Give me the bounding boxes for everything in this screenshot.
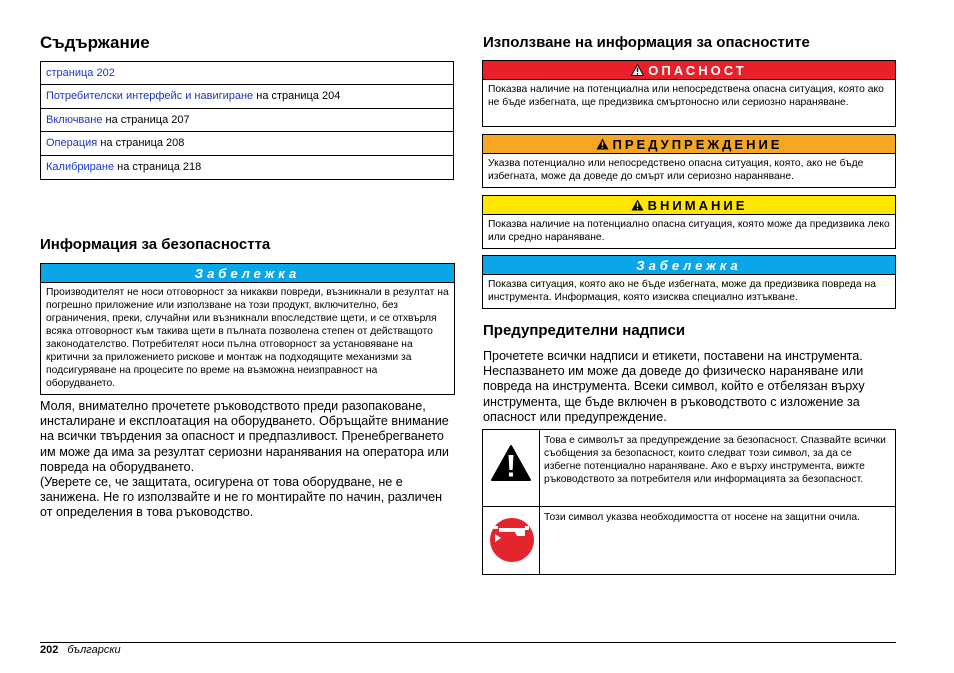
- caution-bar: [483, 196, 895, 215]
- caution-label: ВНИМАНИЕ: [647, 198, 748, 213]
- contents-row: [41, 62, 453, 85]
- caution-text: Показва наличие на потенциално опасна ситуация, която може да предизвика леко или средно нараняване.: [488, 219, 890, 243]
- safety-note-box: [40, 263, 455, 395]
- contents-link[interactable]: Включване: [46, 113, 103, 126]
- symbols-table: [482, 429, 896, 575]
- note-text: Показва ситуация, която ако не бъде избегната, може да предизвика повреда на инструмента. Информация, която изисква специално изтъкване.: [488, 279, 876, 303]
- safety-paragraph: Моля, внимателно прочетете ръководството преди разопаковане, инсталиране и експлоатация на оборудването. Обръщайте внимание на всички твърдения за опасност и предпазливост. Пренебрегването им може да има за резултат сериозни наранявания на оператора или повреда на оборудването.: [40, 399, 449, 474]
- warning-text: Указва потенциално или непосредствено опасна ситуация, която, ако не бъде избегната, може да доведе до смърт или сериозно нараняване.: [488, 158, 864, 182]
- contents-row: [41, 156, 453, 179]
- warning-triangle-icon: [631, 64, 644, 76]
- footer-language: български: [67, 644, 121, 656]
- symbol-description: Този символ указва необходимостта от носене на защитни очила.: [544, 512, 860, 523]
- symbol-row: [483, 507, 895, 574]
- symbol-cell: [483, 507, 540, 574]
- symbol-cell: [483, 430, 540, 506]
- warning-box: [482, 134, 896, 188]
- contents-row: [41, 85, 453, 108]
- safety-paragraph: (Уверете се, че защитата, осигурена от това оборудване, не е занижена. Не го използвайте и не го монтирайте по начин, различен от определения в това ръководство.: [40, 475, 443, 520]
- safety-title: Информация за безопасността: [40, 236, 271, 253]
- danger-box: [482, 60, 896, 127]
- warning-bar: [483, 135, 895, 154]
- danger-label: ОПАСНОСТ: [648, 63, 747, 78]
- contents-page-ref: на страница 218: [114, 160, 202, 173]
- contents-link[interactable]: Операция: [46, 137, 98, 150]
- hazard-title: Използване на информация за опасностите: [483, 34, 810, 51]
- caution-box: [482, 195, 896, 249]
- danger-bar: [483, 61, 895, 80]
- hazard-note-box: [482, 255, 896, 309]
- labels-paragraph: Прочетете всички надписи и етикети, поставени на инструмента. Неспазването им може да доведе до физическо нараняване или повреда на инструмента. Всеки символ, който е отбелязан върху инструмента, ще бъде включен в ръководството с изложение за опасност или предупреждение.: [483, 349, 865, 424]
- footer: [40, 643, 121, 657]
- contents-row: [41, 132, 453, 155]
- danger-text: Показва наличие на потенциална или непосредствена опасна ситуация, която ако не бъде избегната, ще предизвика смъртоносно или сериозно нараняване.: [488, 84, 884, 108]
- labels-title: Предупредителни надписи: [483, 322, 686, 339]
- note-label: Забележка: [41, 264, 454, 283]
- contents-page-ref: на страница 208: [97, 137, 185, 150]
- contents-link[interactable]: Потребителски интерфейс и навигиране: [46, 90, 254, 103]
- contents-title: Съдържание: [40, 33, 150, 52]
- symbol-row: [483, 430, 895, 507]
- symbol-description: Това е символът за предупреждение за безопасност. Спазвайте всички съобщения за безопасност, които следват този символ, за да се избегне потенциално нараняване. Ако е върху инструмента, вижте ръководството за потребителя или информацията за безопасност.: [544, 435, 886, 485]
- footer-rule: [40, 642, 896, 643]
- eye-protection-icon: [489, 512, 535, 564]
- warning-triangle-icon: [631, 199, 644, 211]
- contents-row: [41, 109, 453, 132]
- contents-link[interactable]: Калибриране: [46, 160, 115, 173]
- note-label: Забележка: [483, 256, 895, 275]
- warning-triangle-icon: [490, 444, 532, 482]
- contents-table: [40, 61, 454, 180]
- contents-link[interactable]: страница 202: [46, 67, 115, 79]
- note-text: Производителят не носи отговорност за никакви повреди, възникнали в резултат на погрешно приложение или използване на този продукт, включително, без ограничения, преки, случайни или възникнали впоследствие щети, и се отхвърля всяка отговорност към такива щети в пълната позволена степен от действащото законодателство. Потребителят носи пълна отговорност за установяване на критични за приложението рискове и монтаж на подходящите механизми за подсигуряване на процесите по време на възможна неизправност на оборудването.: [46, 287, 449, 389]
- page-number: 202: [40, 644, 59, 656]
- contents-page-ref: на страница 204: [253, 90, 341, 103]
- contents-page-ref: на страница 207: [102, 113, 190, 126]
- warning-label: ПРЕДУПРЕЖДЕНИЕ: [612, 137, 783, 152]
- warning-triangle-icon: [596, 138, 609, 150]
